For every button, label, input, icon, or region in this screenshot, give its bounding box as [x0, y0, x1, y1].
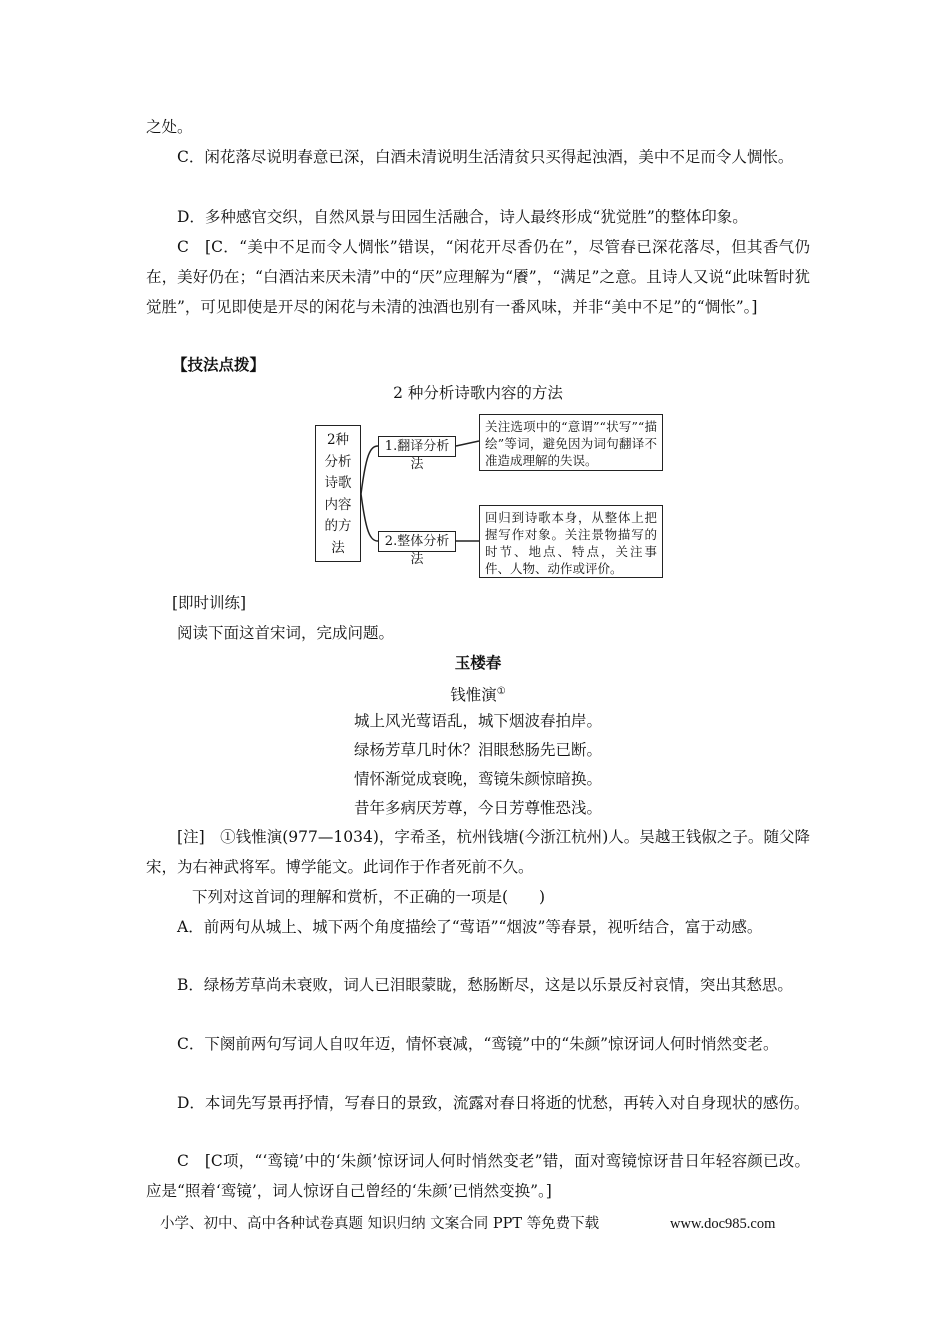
tip-heading: 【技法点拨】	[172, 355, 266, 374]
option-d-previous: D．多种感官交织，自然风景与田园生活融合，诗人最终形成“犹觉胜”的整体印象。	[177, 208, 748, 226]
branch-whole-label: 2.整体分析法	[384, 534, 450, 567]
branch-whole-box	[378, 531, 456, 567]
poem-title: 玉楼春	[454, 653, 502, 672]
answer-previous: C [C．“美中不足而令人惆怅”错误，“闲花开尽香仍在”，尽管春已深花落尽，但其香气仍在，美好仍在；“白酒沽来厌未清”中的“厌”应理解为“餍”，“满足”之意。且诗人又说“此味暂时犹觉胜”，可见即使是开尽的闲花与未清的浊酒也别有一番风味，并非“美中不足”的“惆怅”。]	[146, 238, 810, 316]
option-b: B．绿杨芳草尚未衰败，词人已泪眼蒙眬，愁肠断尽，这是以乐景反衬哀情，突出其愁思。	[177, 976, 793, 994]
poem-line: 城上风光莺语乱，城下烟波春拍岸。	[353, 712, 602, 730]
branch-translate-label: 1.翻译分析法	[384, 439, 450, 472]
branch-translate-note: 关注选项中的“意谓”“状写”“描绘”等词，避免因为词句翻译不准造成理解的失误。	[479, 414, 663, 471]
branch-whole-note: 回归到诗歌本身，从整体上把握写作对象。关注景物描写的时节、地点、特点，关注事件、人物、动作或评价。	[479, 505, 663, 578]
branch-translate-box	[378, 436, 456, 472]
root-line: 2种	[326, 432, 350, 448]
option-c-previous: C．闲花落尽说明春意已深，白酒未清说明生活清贫只买得起浊酒，美中不足而令人惆怅。	[177, 148, 794, 166]
poem-line: 昔年多病厌芳尊，今日芳尊惟恐浅。	[353, 799, 602, 817]
footer-text: 小学、初中、高中各种试卷真题 知识归纳 文案合同 PPT 等免费下载	[160, 1216, 600, 1232]
footer-site-link[interactable]: www.doc985.com	[670, 1216, 776, 1232]
root-line: 的方	[324, 518, 352, 534]
footnote-mark: ①	[496, 686, 506, 697]
root-line: 内容	[324, 496, 352, 513]
practice-heading: [即时训练]	[172, 594, 247, 612]
poet-name: 钱惟演	[450, 686, 497, 705]
question-stem: 下列对这首词的理解和赏析，不正确的一项是( )	[192, 888, 546, 906]
option-c: C．下阕前两句写词人自叹年迈，情怀衰减，“鸾镜”中的“朱颜”惊讶词人何时悄然变老。	[177, 1035, 779, 1053]
poem-line: 绿杨芳草几时休？泪眼愁肠先已断。	[353, 741, 602, 759]
root-line: 法	[331, 539, 345, 556]
answer-explanation: C [C项，“‘鸾镜’中的‘朱颜’惊讶词人何时悄然变老”错，面对鸾镜惊讶昔日年轻容颜已改。应是“照着‘鸾镜’，词人惊讶自己曾经的‘朱颜’已悄然变换”。]	[146, 1152, 810, 1200]
diagram-title: 2 种分析诗歌内容的方法	[393, 384, 563, 402]
root-line: 诗歌	[324, 475, 352, 491]
poem-note: [注] ①钱惟演(977—1034)，字希圣，杭州钱塘(今浙江杭州)人。吴越王钱俶之子。随父降宋，为右神武将军。博学能文。此词作于作者死前不久。	[146, 828, 810, 876]
poem-line: 情怀渐觉成衰晚，鸾镜朱颜惊暗换。	[353, 770, 602, 788]
page-footer	[160, 1212, 820, 1236]
option-a: A．前两句从城上、城下两个角度描绘了“莺语”“烟波”等春景，视听结合，富于动感。	[177, 918, 763, 936]
option-d: D．本词先写景再抒情，写春日的景致，流露对春日将逝的忧愁，再转入对自身现状的感伤。	[177, 1094, 810, 1112]
practice-intro: 阅读下面这首宋词，完成问题。	[177, 624, 395, 642]
root-line: 分析	[324, 453, 352, 470]
diagram-root-box	[315, 425, 361, 562]
paragraph-continuation: 之处。	[146, 118, 193, 136]
diagram-root-text	[316, 430, 360, 559]
